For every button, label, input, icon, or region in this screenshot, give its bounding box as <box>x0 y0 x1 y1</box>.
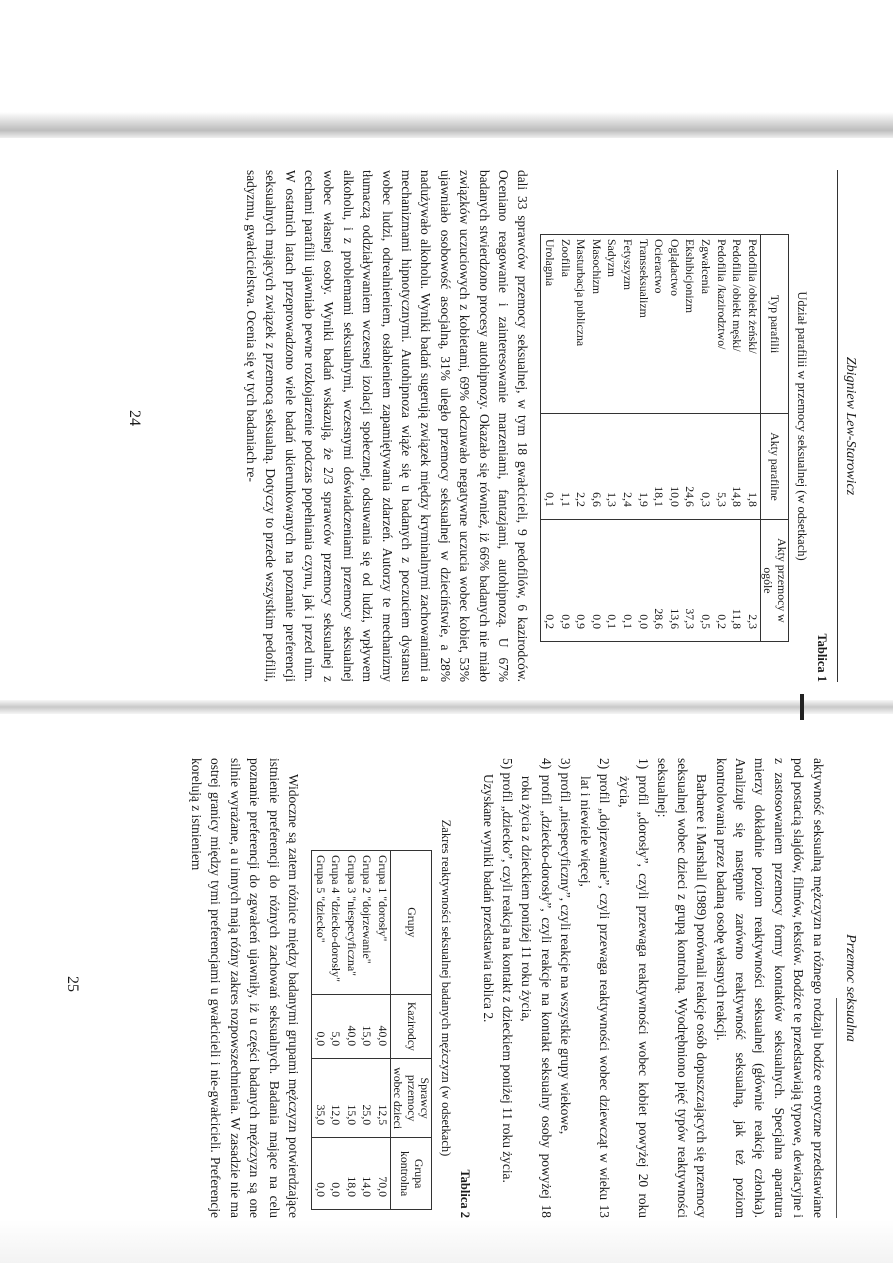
row-value: 14,8 <box>729 414 745 520</box>
table-1 <box>540 234 788 642</box>
table-row <box>713 235 729 642</box>
row-label: Urolagnia <box>541 235 557 414</box>
body-text: dali 33 sprawców przemocy seksualnej, w tym 18 gwałcicieli, 9 pedofilów, 6 kazirodców. Oceniano reagowanie i zainteresowanie marzeniami, fantazjami, autohipnozą. U 67% badanych stwierdzono procesy autohipnozy. Okazało się również, iż 66% badanych nie miało związków uczuciowych z kobietami, 69% odczuwało negatywne uczucia wobec kobiet, 53% ujawniało osobowość asocjalną, 31% uległo przemocy seksualnej w dzieciństwie, a 28% nadużywało alkoholu. Wyniki badań sugerują związek między kryminalnymi zachowaniami a mechanizmami hipnotycznymi. Autohipnoza wiąże się u badanych z poczuciem dystansu wobec ludzi, odrealnieniem, osłabieniem zapamiętywania zdarzeń. Autorzy te mechanizmy tłumaczą oddziaływaniem wczesnej izolacji społecznej, odsuwania się od ludzi, wpływem alkoholu, i z problemami seksualnymi, wczesnymi doświadczeniami przemocy seksualnej wobec własnej osoby. Wyniki badań wskazują, że 2/3 sprawców przemocy seksualnej z cechami parafilii ujawniało pewne rozkojarzenie podczas popełniania czynu, jak i przed nim. W ostatnich latach przeprowadzono wiele badań ukierunkowanych na poznanie preferencji seksualnych mających związek z przemocą seksualną. Dotyczy to przede wszystkim pedofilii, sadyzmu, gwałcicielstwa. Ocenia się w tych badaniach re- <box>243 170 531 682</box>
row-value: 12,5 <box>374 1059 390 1138</box>
book-gutter <box>0 700 893 714</box>
paragraph: Uzyskane wyniki badań przedstawia tablica 2. <box>480 774 496 1023</box>
row-value: 40,0 <box>343 994 359 1059</box>
row-value: 0,0 <box>312 1138 328 1210</box>
table-row <box>619 235 635 642</box>
table-row <box>697 235 713 642</box>
row-label: Zoofilia <box>557 235 573 414</box>
list-item: 4) profil „dziecko-dorosły”, czyli reakcje na kontakt seksualny osoby powyżej 18 roku życia z dzieckiem poniżej 11 roku życia, <box>519 758 554 1218</box>
row-value: 15,0 <box>343 1059 359 1138</box>
header-rule <box>836 998 837 1218</box>
table-row <box>541 235 557 642</box>
table-row <box>573 235 589 642</box>
table-row <box>744 235 760 642</box>
row-value: 0,1 <box>541 414 557 520</box>
row-value: 13,6 <box>666 519 682 641</box>
row-label: Grupa 2 "dojrzewanie" <box>359 851 375 995</box>
table-row <box>374 851 390 1210</box>
list-item: 1) profil „dorosły”, czyli przewaga reaktywności wobec kobiet powyżej 20 roku życia, <box>616 758 651 1218</box>
row-value: 35,0 <box>312 1059 328 1138</box>
row-label: Sadyzm <box>604 235 620 414</box>
row-label: Ekshibicjonizm <box>682 235 698 414</box>
row-label: Pedofilia /kazirodztwo/ <box>713 235 729 414</box>
table-row <box>682 235 698 642</box>
intro-paragraph: aktywność seksualną mężczyzn na różnego rodzaju bodźce erotyczne przedstawiane pod postacią slajdów, filmów, tekstów. Bodźce te przedstawiają typowe, dewiacyjne i z zastosowaniem przemocy formy kontaktów seksualnych. Specjalna aparatura mierzy dokładnie poziom reaktywności seksualnej (głównie reakcję członka). Analizuje się następnie zarówno reaktywność seksualną, jak też poziom kontrolowania przez badaną osobę własnych reakcji. <box>713 758 826 1218</box>
row-value: 12,0 <box>328 1059 344 1138</box>
table-2-label: Tablica 2 <box>458 1169 473 1218</box>
table-row <box>328 851 344 1210</box>
row-label: Masochizm <box>588 235 604 414</box>
row-value: 0,2 <box>541 519 557 641</box>
table-row <box>343 851 359 1210</box>
table-2-caption: Zakres reaktywności seksualnej badanych mężczyzn (w odsetkach) <box>438 819 453 1157</box>
table-2-header-control: Grupa kontrolna <box>390 1138 432 1210</box>
running-head: Zbigniew Lew-Starowicz <box>843 356 858 496</box>
row-label: Pedofilia /obiekt męski/ <box>729 235 745 414</box>
row-value: 0,2 <box>713 519 729 641</box>
row-value: 28,6 <box>651 519 667 641</box>
table-1-header-type: Typ parafilii <box>760 235 788 414</box>
table-1-header-paraphilic: Akty parafilne <box>760 414 788 520</box>
row-value: 0,9 <box>573 519 589 641</box>
running-head: Przemoc seksualna <box>843 934 858 1042</box>
row-label: Grupa 1 "dorosły" <box>374 851 390 995</box>
row-value: 10,0 <box>666 414 682 520</box>
table-row <box>729 235 745 642</box>
row-value: 0,0 <box>312 994 328 1059</box>
row-value: 70,0 <box>374 1138 390 1210</box>
table-row <box>359 851 375 1210</box>
row-value: 1,9 <box>635 414 651 520</box>
page-number: 25 <box>64 976 81 992</box>
row-value: 25,0 <box>359 1059 375 1138</box>
row-value: 18,1 <box>651 414 667 520</box>
header-rule <box>837 170 838 682</box>
row-value: 24,6 <box>682 414 698 520</box>
paragraph: Barbaree i Marshall (1989) porównali reakcje osób dopuszczających się przemocy seksualnej wobec dzieci z grupą kontrolną. Wyodrębniono pięć typów reaktywności seksualnej: <box>655 758 710 1218</box>
row-value: 14,0 <box>359 1138 375 1210</box>
row-value: 15,0 <box>359 994 375 1059</box>
row-value: 5,3 <box>713 414 729 520</box>
table-2 <box>311 850 432 1210</box>
table-2-header-incest: Kazirodcy <box>390 994 432 1059</box>
row-label: Grupa 5 "dziecko" <box>312 851 328 995</box>
table-row <box>604 235 620 642</box>
row-value: 11,8 <box>729 519 745 641</box>
row-value: 18,0 <box>343 1138 359 1210</box>
list-item: 5) profil „dziecko”, czyli reakcja na kontakt z dzieckiem poniżej 11 roku życia. <box>500 758 516 1183</box>
row-value: 40,0 <box>374 994 390 1059</box>
row-label: Grupa 4 "dziecko-dorosły" <box>328 851 344 995</box>
row-label: Transseksualizm <box>635 235 651 414</box>
page-25 <box>50 740 862 1236</box>
row-value: 6,6 <box>588 414 604 520</box>
row-value: 0,0 <box>635 519 651 641</box>
row-label: Zgwałcenia <box>697 235 713 414</box>
table-1-label: Tablica 1 <box>814 633 829 682</box>
paragraph: Widoczne są zatem różnice między badanymi grupami mężczyzn potwierdzające istnienie preferencji do różnych zachowań seksualnych. Badania mające na celu poznanie preferencji do zgwałceń ujawniły, iż u części badanych mężczyzn są one silnie wyrażane, a u innych mają różny zakres rozpowszechnienia. W zasadzie nie ma ostrej granicy między tymi preferencjami u gwałcicieli i nie-gwałcicieli. Preferencje korelują z istnieniem <box>188 758 301 1218</box>
row-label: Fetyszyzm <box>619 235 635 414</box>
page-number: 24 <box>126 410 143 426</box>
row-label: Oglądactwo <box>666 235 682 414</box>
row-label: Pedofilia /obiekt żeński/ <box>744 235 760 414</box>
table-row <box>635 235 651 642</box>
row-label: Masturbacja publiczna <box>573 235 589 414</box>
table-1-caption: Udział parafilii w przemocy seksualnej (w odsetkach) <box>795 291 810 561</box>
page-24 <box>117 152 862 700</box>
row-value: 1,8 <box>744 414 760 520</box>
row-value: 0,1 <box>604 519 620 641</box>
table-1-header-total: Akty przemocy w ogóle <box>760 519 788 641</box>
row-value: 0,9 <box>557 519 573 641</box>
row-value: 0,5 <box>697 519 713 641</box>
table-row <box>557 235 573 642</box>
row-value: 0,3 <box>697 414 713 520</box>
row-value: 5,0 <box>328 994 344 1059</box>
profile-list <box>498 758 653 1218</box>
row-label: Grupa 3 "niespecyficzna" <box>343 851 359 995</box>
row-label: Ocieractwo <box>651 235 667 414</box>
row-value: 2,3 <box>744 519 760 641</box>
table-2-header-offenders: Sprawcy przemocy wobec dzieci <box>390 1059 432 1138</box>
row-value: 37,3 <box>682 519 698 641</box>
row-value: 0,0 <box>588 519 604 641</box>
table-row <box>666 235 682 642</box>
row-value: 1,3 <box>604 414 620 520</box>
table-2-header-groups: Grupy <box>390 851 432 995</box>
row-value: 2,2 <box>573 414 589 520</box>
scan-shadow-top <box>0 112 893 138</box>
list-item: 2) profil „dojrzewanie”, czyli przewaga reaktywności wobec dziewcząt w wieku 13 lat i niewiele więcej, <box>577 758 613 1218</box>
list-item: 3) profil „niespecyficzny”, czyli reakcje na wszystkie grupy wiekowe, <box>558 758 574 1135</box>
table-row <box>312 851 328 1210</box>
table-row <box>651 235 667 642</box>
row-value: 2,4 <box>619 414 635 520</box>
table-row <box>588 235 604 642</box>
row-value: 1,1 <box>557 414 573 520</box>
row-value: 0,1 <box>619 519 635 641</box>
row-value: 0,0 <box>328 1138 344 1210</box>
